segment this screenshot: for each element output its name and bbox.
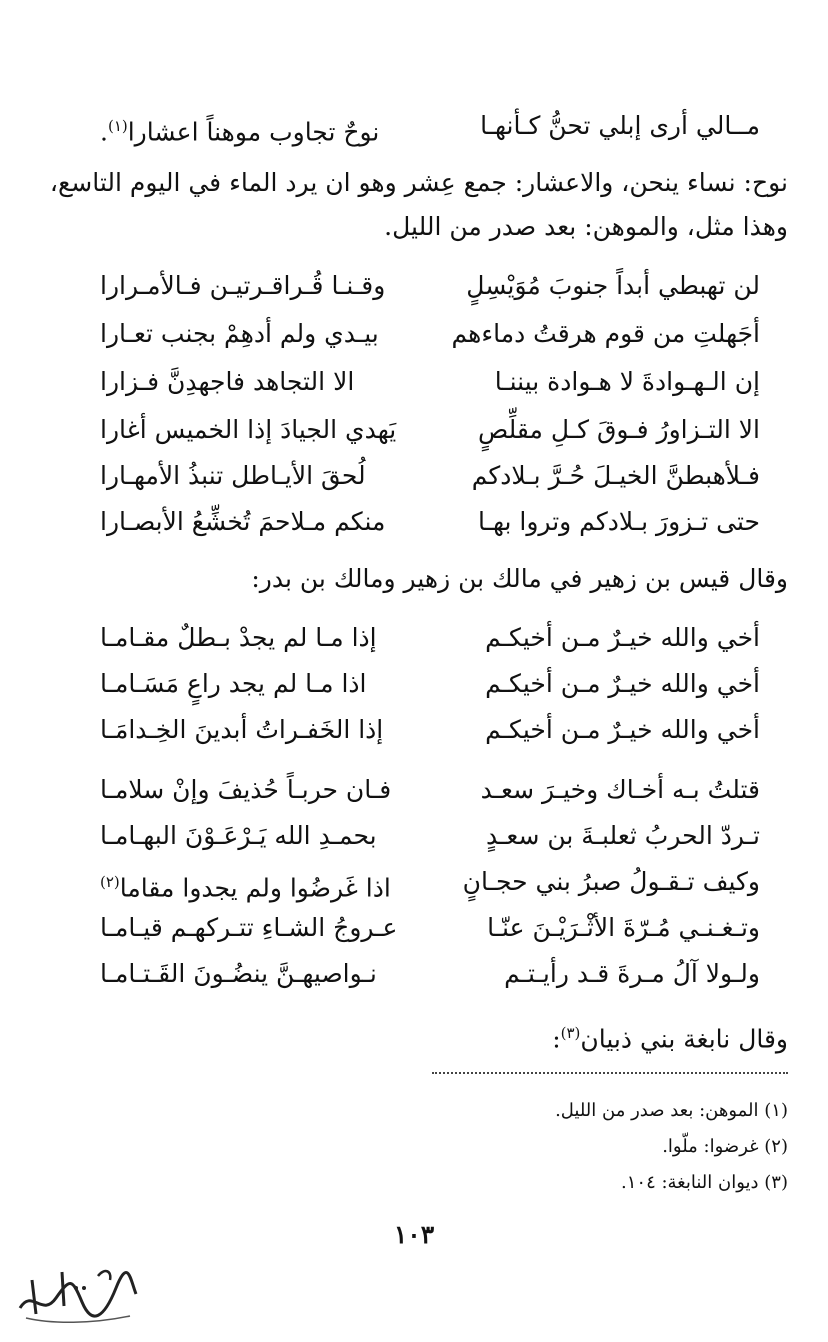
verse-second-hemistich <box>100 862 391 908</box>
verse-first-hemistich: وكيف تـقـولُ صبرُ بني حجـانٍ <box>462 867 760 896</box>
footnote-marker: (١) <box>107 117 128 135</box>
verse-row <box>100 362 760 406</box>
intro-text: وقال نابغة بني ذبيان <box>580 1024 788 1054</box>
verse-row <box>100 106 760 150</box>
verse-second-hemistich: نـواصيهـنَّ ينضُـونَ القَـتـامـا <box>100 959 377 988</box>
verse-first-hemistich: إن الـهـوادةَ لا هـوادة بيننـا <box>494 367 760 396</box>
verse-row <box>100 954 760 998</box>
verse-row <box>100 770 760 814</box>
verse-second-hemistich: لُحقَ الأيـاطل تنبذُ الأمهـارا <box>100 461 366 490</box>
verse-second-hemistich: إذا مـا لم يجدْ بـطلٌ مقـامـا <box>100 623 377 652</box>
verse-first-hemistich: حتى تـزورَ بـلادكم وتروا بهـا <box>478 507 760 536</box>
verse-row <box>100 908 760 952</box>
verse-second-hemistich: فـان حربـاً حُذيفَ وإنْ سلامـا <box>100 775 392 804</box>
verse-second-hemistich: بيـدي ولم أدهِمْ بجنب تعـارا <box>100 319 379 348</box>
verse-first-hemistich: مــالي أرى إبلي تحنُّ كـأنهـا <box>480 111 760 140</box>
verse-first-hemistich: أخي والله خيـرٌ مـن أخيكـم <box>485 669 760 698</box>
verse-second-text: نوحٌ تجاوب موهناً اعشارا <box>127 117 380 147</box>
verse-first-hemistich: الا التـزاورُ فـوقَ كـلِ مقلِّصٍ <box>478 415 760 444</box>
verse-row <box>100 456 760 500</box>
verse-row <box>100 410 760 454</box>
prose-line: نوح: نساء ينحن، والاعشار: جمع عِشر وهو ان يرد الماء في اليوم التاسع، <box>49 168 788 197</box>
verse-second-hemistich: يَهدي الجيادَ إذا الخميس أغارا <box>100 415 397 444</box>
verse-second-hemistich: الا التجاهد فاجهدِنَّ فـزارا <box>100 367 355 396</box>
verse-second-hemistich: وقـنـا قُـراقـرتيـن فـالأمـرارا <box>100 271 386 300</box>
calligraphy-logo-icon <box>12 1258 142 1330</box>
verse-second-hemistich: بحمـدِ الله يَـرْعَـوْنَ البهـامـا <box>100 821 377 850</box>
verse-row <box>100 266 760 310</box>
page-number: ١٠٣ <box>393 1220 435 1249</box>
verse-row <box>100 862 760 906</box>
verse-second-hemistich: منكم مـلاحمَ تُخشِّعُ الأبصـارا <box>100 507 386 536</box>
verse-first-hemistich: لن تهبطي أبداً جنوبَ مُوَيْسِلٍ <box>466 271 760 300</box>
verse-end-punct: . <box>100 117 108 147</box>
verse-row <box>100 618 760 662</box>
verse-row <box>100 502 760 546</box>
verse-first-hemistich: ولـولا آلُ مـرةَ قـد رأيـتـم <box>504 959 760 988</box>
verse-first-hemistich: أجَهلتِ من قوم هرقتُ دماءهم <box>451 319 760 348</box>
verse-second-text: اذا غَرضُوا ولم يجدوا مقاما <box>119 873 391 903</box>
intro-line: وقال قيس بن زهير في مالك بن زهير ومالك بن بدر: <box>251 564 788 593</box>
verse-first-hemistich: قتلتُ بـه أخـاك وخيـرَ سعـد <box>480 775 760 804</box>
verse-first-hemistich: أخي والله خيـرٌ مـن أخيكـم <box>485 623 760 652</box>
footnote-marker: (٣) <box>560 1024 581 1042</box>
verse-row <box>100 816 760 860</box>
verse-row <box>100 664 760 708</box>
verse-row <box>100 710 760 754</box>
footnote-marker: (٢) <box>100 873 120 891</box>
verse-second-hemistich: إذا الخَفـراتُ أبدينَ الخِـدامَـا <box>100 715 384 744</box>
verse-row <box>100 314 760 358</box>
verse-first-hemistich: وتـغـنـي مُـرّةَ الأثْـرَيْـنَ عنّـا <box>487 913 760 942</box>
footnote-divider <box>432 1072 788 1074</box>
intro-line <box>552 1016 788 1056</box>
verse-second-hemistich: عـروجُ الشـاءِ تتـركهـم قيـامـا <box>100 913 398 942</box>
footnote: (٣) ديوان النابغة: ١٠٤. <box>621 1172 788 1193</box>
verse-second-hemistich <box>100 106 379 152</box>
footnote: (١) الموهن: بعد صدر من الليل. <box>555 1100 788 1121</box>
verse-first-hemistich: أخي والله خيـرٌ مـن أخيكـم <box>485 715 760 744</box>
verse-second-hemistich: اذا مـا لم يجد راعٍ مَسَـامـا <box>100 669 367 698</box>
footnote: (٢) غرضوا: ملّوا. <box>662 1136 788 1157</box>
verse-first-hemistich: فـلأهبطنَّ الخيـلَ حُـرَّ بـلادكم <box>471 461 760 490</box>
verse-first-hemistich: تـردّ الحربُ ثعلبـةَ بن سعـدٍ <box>485 821 760 850</box>
intro-end-punct: : <box>552 1024 561 1054</box>
prose-line: وهذا مثل، والموهن: بعد صدر من الليل. <box>384 212 788 241</box>
